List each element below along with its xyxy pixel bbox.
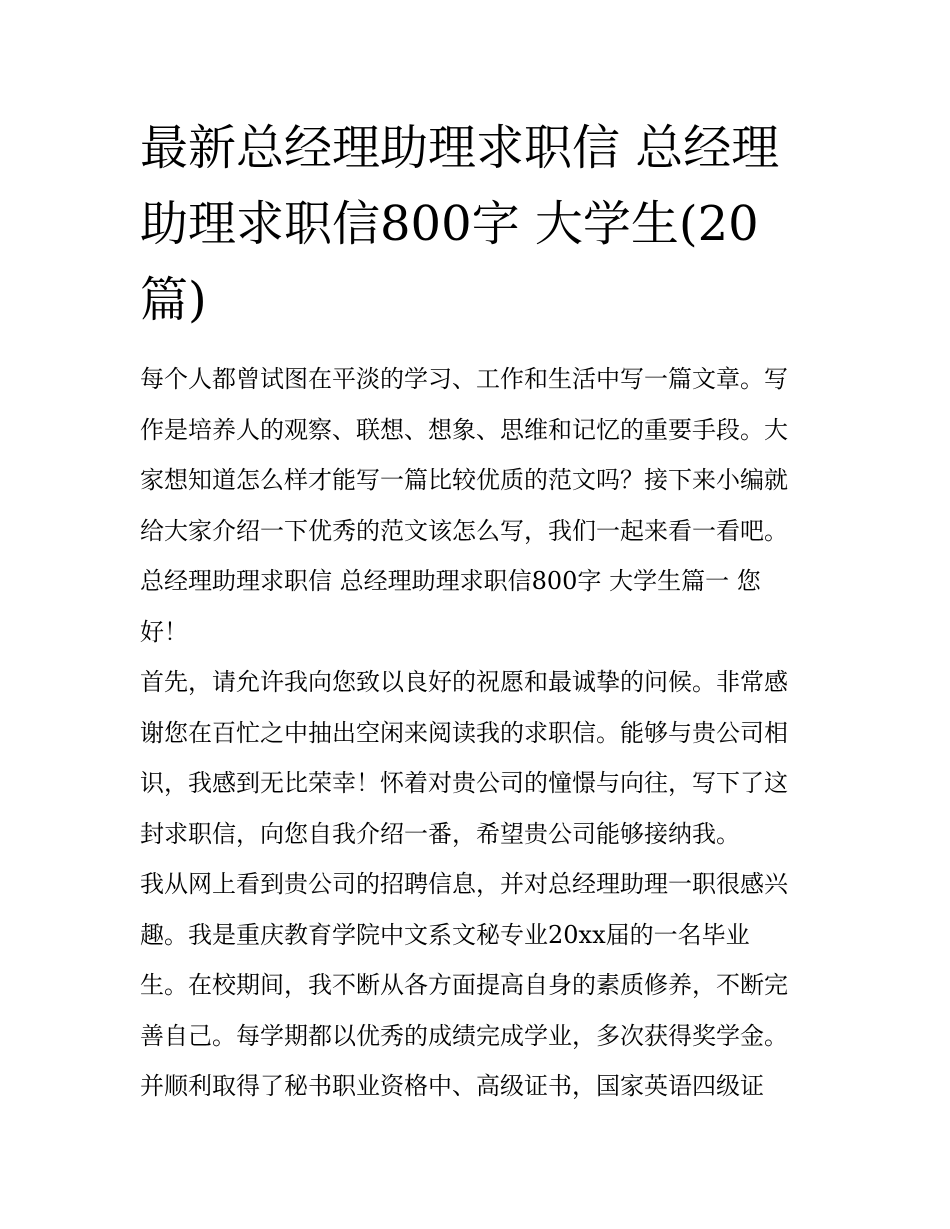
- body-line: 给大家介绍一下优秀的范文该怎么写，我们一起来看一看吧。: [140, 516, 788, 545]
- body-line: 我从网上看到贵公司的招聘信息，并对总经理助理一职很感兴: [140, 870, 788, 898]
- body-line: 识，我感到无比荣幸！怀着对贵公司的憧憬与向往，写下了这: [140, 769, 788, 797]
- body-line: 每个人都曾试图在平淡的学习、工作和生活中写一篇文章。写: [140, 365, 788, 393]
- body-line: 并顺利取得了秘书职业资格中、高级证书，国家英语四级证: [140, 1072, 764, 1100]
- title-line-1: 最新总经理助理求职信 总经理: [140, 120, 780, 176]
- body-line: 生。在校期间，我不断从各方面提高自身的素质修养，不断完: [140, 971, 788, 999]
- title-line-3: 篇): [140, 272, 207, 328]
- body-line: 首先，请允许我向您致以良好的祝愿和最诚挚的问候。非常感: [140, 668, 788, 696]
- document-title: [140, 110, 820, 338]
- body-line: 善自己。每学期都以优秀的成绩完成学业，多次获得奖学金。: [140, 1021, 788, 1050]
- body-line: 总经理助理求职信 总经理助理求职信800字 大学生篇一 您: [140, 567, 761, 595]
- body-line: 谢您在百忙之中抽出空闲来阅读我的求职信。能够与贵公司相: [140, 718, 788, 747]
- body-line: 封求职信，向您自我介绍一番，希望贵公司能够接纳我。: [140, 819, 740, 848]
- body-line: 家想知道怎么样才能写一篇比较优质的范文吗？接下来小编就: [140, 466, 788, 494]
- body-line: 作是培养人的观察、联想、想象、思维和记忆的重要手段。大: [140, 415, 788, 444]
- document-body: [140, 354, 820, 1112]
- body-line: 趣。我是重庆教育学院中文系文秘专业20xx届的一名毕业: [140, 920, 750, 949]
- body-line: 好！: [140, 617, 188, 646]
- title-line-2: 助理求职信800字 大学生(20: [140, 196, 759, 252]
